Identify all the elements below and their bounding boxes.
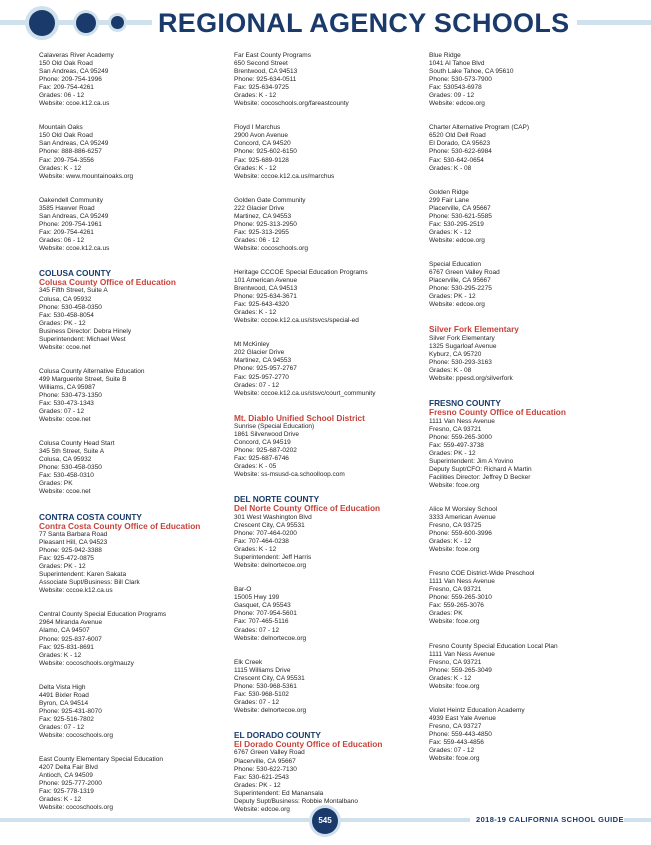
entry-line: Website: cccoe.k12.ca.us/marchus [234, 172, 335, 180]
directory-column-1 [39, 52, 229, 828]
school-name: Violet Heintz Education Academy [429, 706, 525, 714]
entry-line: Website: www.mountainoaks.org [39, 172, 134, 180]
entry-line: Phone: 925-957-2767 [234, 365, 297, 373]
entry-line: Website: cccoe.k12.ca.us [39, 587, 113, 595]
entry-line: Fax: 925-831-8691 [39, 643, 94, 651]
entry-line: Placerville, CA 95667 [234, 757, 296, 765]
entry-line: Fax: 925-957-2770 [234, 373, 289, 381]
directory-entry [39, 513, 229, 596]
entry-line: Website: delnortecoe.org [234, 634, 307, 642]
entry-line: 202 Glacier Drive [234, 349, 285, 357]
office-heading: Colusa County Office of Education [39, 276, 176, 287]
entry-line: 4491 Bixler Road [39, 691, 89, 699]
entry-line: Phone: 530-295-2275 [429, 285, 492, 293]
entry-line: Phone: 925-313-2950 [234, 220, 297, 228]
entry-line: Website: cccoe.k12.ca.us/stsvcs/special-ed [234, 317, 359, 325]
entry-line: Phone: 559-443-4850 [429, 730, 492, 738]
entry-line: Grades: PK [429, 610, 463, 618]
entry-line: Associate Supt/Business: Bill Clark [39, 579, 140, 587]
entry-line: Website: cocoschools.org [39, 732, 113, 739]
entry-line: Phone: 530-573-7900 [429, 76, 492, 84]
directory-entry [429, 506, 619, 554]
entry-line: Phone: 925-777-2000 [39, 780, 102, 788]
entry-line: Phone: 530-621-5585 [429, 212, 492, 220]
school-name: Delta Vista High [39, 683, 86, 691]
directory-column-2 [234, 52, 424, 830]
school-name: Fresno COE District-Wide Preschool [429, 570, 535, 578]
entry-line: Grades: 07 - 12 [39, 408, 85, 416]
entry-line: Fax: 707-464-0238 [234, 538, 289, 546]
entry-line: Phone: 925-602-6150 [234, 148, 297, 156]
entry-line: Phone: 707-954-5601 [234, 610, 297, 618]
entry-line: Grades: K - 12 [429, 674, 472, 682]
entry-line: Fax: 925-516-7802 [39, 715, 94, 723]
entry-line: Phone: 925-687-0202 [234, 447, 297, 455]
entry-line: Colusa, CA 95932 [39, 456, 92, 464]
entry-line: 101 American Avenue [234, 277, 298, 285]
entry-line: Phone: 530-622-6984 [429, 148, 492, 156]
entry-line: Martinez, CA 94553 [234, 357, 292, 365]
entry-line: Website: fcoe.org [429, 481, 480, 489]
entry-line: Grades: K - 12 [39, 164, 82, 172]
entry-line: Fax: 530543-6978 [429, 84, 482, 92]
directory-entry [429, 189, 619, 245]
entry-line: Gasquet, CA 95543 [234, 602, 291, 610]
entry-line: Website: cocoschools.org/fareastcounty [234, 100, 349, 108]
office-heading: Mt. Diablo Unified School District [234, 412, 365, 423]
directory-entry [39, 440, 229, 496]
directory-entry [234, 124, 424, 180]
entry-line: Phone: 559-265-3000 [429, 433, 492, 441]
school-name: Central County Special Education Programs [39, 611, 167, 619]
entry-line: Grades: 07 - 12 [234, 698, 280, 706]
entry-line: South Lake Tahoe, CA 95610 [429, 68, 514, 76]
entry-line: Placerville, CA 95667 [429, 204, 491, 212]
entry-line: Grades: K - 12 [429, 538, 472, 546]
directory-entry [234, 659, 424, 715]
directory-entry [39, 756, 229, 812]
entry-line: Grades: 06 - 12 [39, 92, 85, 100]
school-name: Special Education [429, 260, 482, 268]
entry-line: Fax: 209-754-4261 [39, 84, 94, 92]
entry-line: Grades: 07 - 12 [234, 381, 280, 389]
entry-line: San Andreas, CA 95249 [39, 68, 109, 76]
entry-line: Website: cocoschools.org [39, 804, 113, 812]
entry-line: Brentwood, CA 94513 [234, 68, 298, 76]
entry-line: Fresno, CA 93727 [429, 722, 482, 730]
entry-line: Phone: 530-458-0350 [39, 464, 102, 472]
entry-line: Fresno, CA 93721 [429, 586, 482, 594]
office-heading: Contra Costa County Office of Education [39, 520, 201, 531]
entry-line: Grades: K - 08 [429, 366, 472, 374]
entry-line: Fax: 925-643-4320 [234, 301, 289, 309]
school-name: Mt McKinley [234, 341, 270, 349]
entry-line: Website: ccoe.net [39, 416, 91, 424]
entry-line: Fax: 925-472-0875 [39, 555, 94, 563]
entry-line: Phone: 925-634-0511 [234, 76, 297, 84]
county-heading: EL DORADO COUNTY [234, 729, 321, 740]
entry-line: 1041 Al Tahoe Blvd [429, 60, 485, 68]
entry-line: San Andreas, CA 95249 [39, 140, 109, 148]
entry-line: Alamo, CA 94507 [39, 627, 90, 635]
entry-line: Superintendent: Jim A Yovino [429, 457, 514, 465]
entry-line: Website: fcoe.org [429, 546, 480, 554]
entry-line: San Andreas, CA 95249 [39, 212, 109, 220]
school-name: Floyd I Marchus [234, 124, 281, 132]
entry-line: Phone: 530-473-1350 [39, 392, 102, 399]
entry-line: Fax: 559-443-4856 [429, 739, 484, 746]
office-heading: El Dorado County Office of Education [234, 738, 383, 749]
directory-entry [234, 341, 424, 397]
entry-line: Superintendent: Karen Sakata [39, 571, 127, 579]
entry-line: Website: cccoe.k12.ca.us/stsvc/court_community [234, 389, 376, 397]
entry-line: Crescent City, CA 95531 [234, 522, 305, 530]
entry-line: Fax: 530-458-0310 [39, 472, 94, 480]
school-name: Oakendell Community [39, 196, 103, 204]
entry-line: Grades: 07 - 12 [234, 626, 280, 634]
entry-line: Fax: 530-458-8054 [39, 311, 94, 319]
entry-line: Superintendent: Jeff Harris [234, 554, 312, 562]
entry-line: 150 Old Oak Road [39, 60, 93, 68]
entry-line: Website: ppesd.org/silverfork [429, 374, 513, 382]
header-dot-small-icon [111, 16, 124, 29]
school-name: Colusa County Alternative Education [39, 367, 145, 375]
entry-line: 3333 American Avenue [429, 513, 496, 521]
entry-line: Grades: PK - 12 [429, 449, 476, 457]
directory-entry [234, 197, 424, 253]
entry-line: Grades: 06 - 12 [39, 236, 85, 244]
entry-line: Grades: K - 12 [429, 228, 472, 236]
directory-entry [39, 52, 229, 108]
directory-entry [429, 399, 619, 490]
entry-line: Fax: 530-621-2543 [234, 773, 289, 781]
entry-line: 3585 Hawver Road [39, 204, 95, 212]
entry-line: Fax: 530-295-2519 [429, 220, 484, 228]
guide-title: 2018-19 CALIFORNIA SCHOOL GUIDE [470, 814, 624, 826]
school-name: Alice M Worsley School [429, 505, 498, 513]
entry-line: Fax: 530-968-5102 [234, 690, 289, 698]
entry-line: Website: edcoe.org [429, 100, 485, 108]
entry-line: Superintendent: Michael West [39, 335, 126, 343]
entry-line: 4939 East Yale Avenue [429, 714, 496, 722]
school-name: Colusa County Head Start [39, 440, 115, 448]
school-name: Fresno County Special Education Local Plan [429, 642, 558, 650]
entry-line: Concord, CA 94520 [234, 140, 291, 148]
entry-line: 1861 Silverwood Drive [234, 431, 300, 439]
entry-line: Fresno, CA 93725 [429, 522, 482, 530]
entry-line: 222 Glacier Drive [234, 204, 285, 212]
entry-line: 6767 Green Valley Road [234, 749, 305, 757]
entry-line: Fax: 925-634-9725 [234, 84, 289, 92]
entry-line: 1325 Sugarloaf Avenue [429, 342, 497, 350]
entry-line: Grades: K - 08 [429, 164, 472, 172]
directory-entry [39, 197, 229, 253]
entry-line: Fax: 209-754-3556 [39, 156, 94, 164]
entry-line: Pleasant Hill, CA 94523 [39, 539, 108, 547]
county-heading: CONTRA COSTA COUNTY [39, 511, 142, 522]
entry-line: Grades: 07 - 12 [39, 723, 85, 731]
entry-line: Grades: K - 12 [234, 546, 277, 554]
entry-line: Grades: K - 12 [39, 796, 82, 804]
entry-line: 301 West Washington Blvd [234, 513, 312, 521]
entry-line: Website: cocoschools.org/mauzy [39, 659, 134, 667]
entry-line: Phone: 530-293-3163 [429, 358, 492, 366]
entry-line: 345 5th Street, Suite A [39, 448, 105, 456]
entry-line: Williams, CA 95987 [39, 383, 96, 391]
entry-line: Grades: K - 05 [234, 463, 277, 471]
school-name: Elk Creek [234, 658, 263, 666]
entry-line: Fax: 559-497-3738 [429, 441, 484, 449]
entry-line: Brentwood, CA 94513 [234, 285, 298, 293]
directory-entry [429, 124, 619, 172]
entry-line: 1111 Van Ness Avenue [429, 417, 495, 425]
entry-line: Website: fcoe.org [429, 618, 480, 626]
entry-line: Phone: 559-600-3996 [429, 530, 492, 538]
directory-entry [429, 52, 619, 108]
directory-entry [234, 495, 424, 570]
entry-line: Fresno, CA 93721 [429, 425, 482, 433]
entry-line: Phone: 209-754-1961 [39, 220, 102, 228]
entry-line: Phone: 209-754-1996 [39, 76, 102, 84]
entry-line: Phone: 925-837-6007 [39, 635, 102, 643]
entry-line: Grades: K - 12 [234, 309, 277, 317]
entry-line: Fax: 707-465-5116 [234, 618, 289, 626]
entry-line: Fax: 559-265-3076 [429, 602, 484, 610]
page-number: 545 [312, 808, 338, 834]
directory-entry [39, 684, 229, 740]
entry-line: 299 Fair Lane [429, 196, 470, 204]
directory-entry [234, 414, 424, 480]
directory-entry [39, 368, 229, 424]
entry-line: Crescent City, CA 95531 [234, 674, 305, 682]
school-name: Mountain Oaks [39, 124, 83, 132]
entry-line: Website: ccoe.k12.ca.us [39, 244, 110, 252]
entry-line: 650 Second Street [234, 60, 288, 68]
entry-line: Phone: 559-265-3010 [429, 594, 492, 602]
entry-line: Sunrise (Special Education) [234, 423, 315, 431]
entry-line: 2964 Miranda Avenue [39, 619, 103, 627]
directory-entry [234, 731, 424, 814]
entry-line: Superintendent: Ed Manansala [234, 789, 324, 797]
school-name: Golden Gate Community [234, 196, 306, 204]
entry-line: Phone: 888-886-6257 [39, 148, 102, 156]
entry-line: Grades: PK [39, 480, 73, 488]
school-name: Bar-O [234, 586, 252, 594]
directory-column-3 [429, 52, 619, 779]
entry-line: Grades: PK - 12 [39, 319, 86, 327]
directory-entry [429, 325, 619, 383]
entry-line: Grades: 06 - 12 [234, 236, 280, 244]
directory-entry [429, 261, 619, 309]
entry-line: 499 Marguerite Street, Suite B [39, 375, 127, 383]
entry-line: Website: ccoe.net [39, 488, 91, 496]
entry-line: 4207 Delta Fair Blvd [39, 764, 98, 772]
entry-line: El Dorado, CA 95623 [429, 140, 491, 148]
entry-line: 6767 Green Valley Road [429, 268, 500, 276]
directory-entry [429, 643, 619, 691]
entry-line: Website: ccoe.k12.ca.us [39, 100, 110, 108]
entry-line: Phone: 559-265-3049 [429, 666, 492, 674]
entry-line: 6520 Old Dell Road [429, 132, 486, 140]
entry-line: 1111 Van Ness Avenue [429, 650, 495, 658]
entry-line: 1115 Williams Drive [234, 666, 291, 674]
county-heading: FRESNO COUNTY [429, 398, 501, 408]
school-name: Golden Ridge [429, 188, 469, 196]
entry-line: Grades: 09 - 12 [429, 92, 475, 100]
office-heading: Fresno County Office of Education [429, 407, 566, 417]
directory-entry [39, 611, 229, 667]
entry-line: Byron, CA 94514 [39, 699, 89, 707]
entry-line: Concord, CA 94519 [234, 439, 291, 447]
entry-line: Deputy Supt/Business: Robbie Montalbano [234, 797, 358, 805]
entry-line: Website: cocoschools.org [234, 244, 308, 252]
entry-line: Website: edcoe.org [429, 301, 485, 309]
entry-line: Colusa, CA 95932 [39, 295, 92, 303]
entry-line: Grades: PK - 12 [234, 781, 281, 789]
county-heading: COLUSA COUNTY [39, 267, 112, 278]
directory-entry [429, 707, 619, 763]
entry-line: Phone: 530-622-7130 [234, 765, 297, 773]
entry-line: Fax: 530-642-0654 [429, 156, 484, 164]
directory-entry [234, 269, 424, 325]
directory-entry [234, 52, 424, 108]
entry-line: Phone: 530-968-5361 [234, 682, 297, 690]
entry-line: Silver Fork Elementary [429, 334, 495, 342]
entry-line: 2900 Avon Avenue [234, 132, 288, 140]
entry-line: Grades: 07 - 12 [429, 747, 475, 755]
entry-line: Grades: K - 12 [39, 651, 82, 659]
entry-line: Fax: 925-778-1319 [39, 788, 94, 796]
entry-line: 150 Old Oak Road [39, 132, 93, 140]
office-heading: Del Norte County Office of Education [234, 503, 381, 514]
directory-entry [234, 586, 424, 642]
entry-line: Fax: 925-687-6746 [234, 455, 289, 463]
page-title: REGIONAL AGENCY SCHOOLS [152, 5, 577, 41]
entry-line: Facilities Director: Jeffrey D Becker [429, 473, 531, 481]
entry-line: Website: edcoe.org [234, 805, 290, 813]
office-heading: Silver Fork Elementary [429, 324, 519, 335]
entry-line: 1111 Van Ness Avenue [429, 578, 495, 586]
school-name: Blue Ridge [429, 52, 461, 59]
header-dot-large-icon [29, 10, 55, 36]
entry-line: Business Director: Debra Hinely [39, 327, 132, 335]
entry-line: Fax: 925-689-9128 [234, 156, 289, 164]
school-name: Calaveras River Academy [39, 52, 114, 59]
entry-line: Martinez, CA 94553 [234, 212, 292, 220]
entry-line: Phone: 925-634-3671 [234, 293, 297, 301]
entry-line: Grades: PK - 12 [429, 293, 476, 301]
entry-line: Website: edcoe.org [429, 236, 485, 244]
header-dot-medium-icon [76, 13, 96, 33]
entry-line: Phone: 925-942-3388 [39, 547, 102, 555]
entry-line: Antioch, CA 94509 [39, 772, 93, 780]
directory-entry [429, 570, 619, 626]
school-name: Far East County Programs [234, 52, 311, 59]
entry-line: Phone: 707-464-0200 [234, 530, 297, 538]
entry-line: Grades: K - 12 [234, 92, 277, 100]
directory-entry [39, 124, 229, 180]
entry-line: Fax: 530-473-1343 [39, 400, 94, 408]
entry-line: Deputy Supt/CFO: Richard A Martin [429, 465, 532, 473]
entry-line: 15005 Hwy 199 [234, 594, 280, 602]
entry-line: 345 Fifth Street, Suite A [39, 287, 108, 295]
entry-line: Fax: 925-313-2955 [234, 228, 289, 236]
county-heading: DEL NORTE COUNTY [234, 494, 320, 505]
entry-line: Website: fcoe.org [429, 755, 480, 763]
school-name: Heritage CCCOE Special Education Programs [234, 268, 368, 276]
entry-line: Website: ss-msusd-ca.schoolloop.com [234, 471, 345, 479]
entry-line: Website: fcoe.org [429, 682, 480, 690]
entry-line: Website: delnortecoe.org [234, 706, 307, 714]
entry-line: Website: ccoe.net [39, 343, 91, 351]
school-name: East County Elementary Special Education [39, 756, 163, 764]
entry-line: 77 Santa Barbara Road [39, 531, 108, 539]
entry-line: Placerville, CA 95667 [429, 277, 491, 285]
entry-line: Phone: 530-458-0350 [39, 303, 102, 311]
entry-line: Grades: PK - 12 [39, 563, 86, 571]
entry-line: Fresno, CA 93721 [429, 658, 482, 666]
school-name: Charter Alternative Program (CAP) [429, 124, 530, 132]
entry-line: Fax: 209-754-4261 [39, 228, 94, 236]
entry-line: Website: delnortecoe.org [234, 562, 307, 570]
entry-line: Grades: K - 12 [234, 164, 277, 172]
entry-line: Kyburz, CA 95720 [429, 350, 482, 358]
directory-entry [39, 269, 229, 352]
entry-line: Phone: 925-431-8070 [39, 707, 102, 715]
